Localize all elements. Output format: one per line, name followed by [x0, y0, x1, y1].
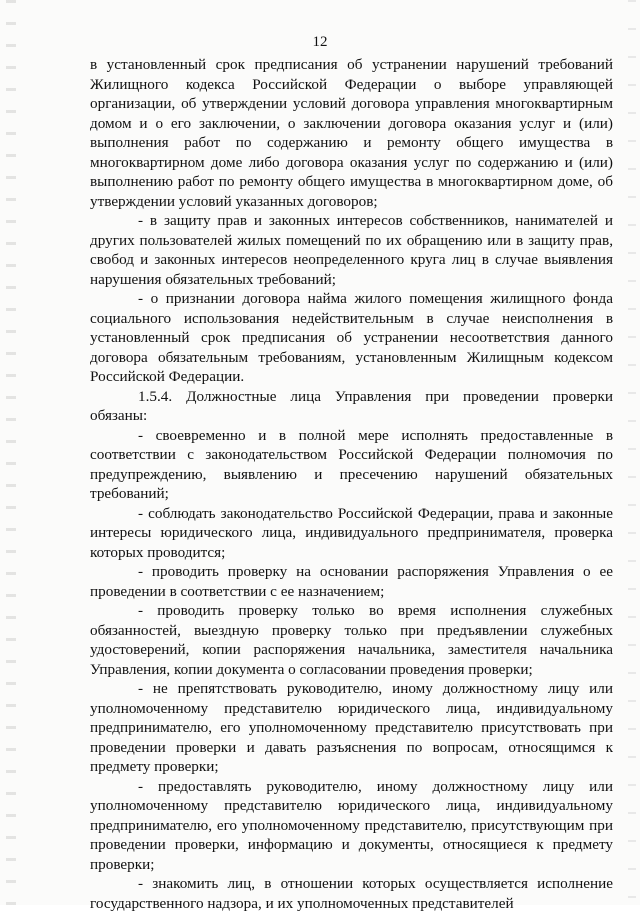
paragraph-invalid-contract: - о признании договора найма жилого помещения жилищного фонда социального использования недействительным в случае неисполнения в установленный срок предписания об устранении несоответствия данного договора обязательным требованиям, установленным Жилищным кодексом Российской Федерации. — [90, 290, 613, 385]
paragraph-duty-order: - проводить проверку на основании распоряжения Управления о ее проведении в соответствии с ее назначением; — [90, 563, 613, 600]
paragraph-duty-familiarize: - знакомить лиц, в отношении которых осуществляется исполнение государственного надзора, и их уполномоченных представителей — [90, 875, 613, 912]
scan-edge-left — [6, 0, 16, 905]
paragraph-duty-comply: - соблюдать законодательство Российской Федерации, права и законные интересы юридического лица, индивидуального предпринимателя, проверка которых проводится; — [90, 504, 613, 561]
page-number: 12 — [312, 34, 328, 50]
paragraph-duty-provide-info: - предоставлять руководителю, иному должностному лицу или уполномоченному представителю юридического лица, индивидуальному предпринимателю, его уполномоченному представителю, присутствующим при проведении проверки, информацию и документы, относящиеся к предмету проверки; — [90, 777, 613, 873]
paragraph-1-5-4-heading: 1.5.4. Должностные лица Управления при проведении проверки обязаны: — [90, 387, 613, 424]
paragraph-continuation: в установленный срок предписания об устранении нарушений требований Жилищного кодекса Российской Федерации о выборе управляющей организации, об утверждении условий договора управления многоквартирным домом и о его заключении, о заключении договора оказания услуг и (или) выполнения работ по содержанию и ремонту общего имущества в многоквартирном доме либо договора оказания услуг по содержанию и (или) выполнению работ по ремонту общего имущества в многоквартирном доме, об утверждении условий указанных договоров; — [90, 56, 613, 210]
paragraph-protection-rights: - в защиту прав и законных интересов собственников, нанимателей и других пользователей жилых помещений по их обращению или в защиту прав, свобод и законных интересов неопределенного круга лиц в случае выявления нарушения обязательных требований; — [90, 212, 613, 288]
paragraph-duty-timely: - своевременно и в полной мере исполнять предоставленные в соответствии с законодательством Российской Федерации полномочия по предупреждению, выявлению и пресечению нарушений обязательных требований; — [90, 426, 613, 502]
scan-edge-right — [628, 0, 636, 905]
paragraph-duty-service-time: - проводить проверку только во время исполнения служебных обязанностей, выездную проверку только при предъявлении служебных удостоверений, копии распоряжения начальника, заместителя начальника Управления, копии документа о согласовании проведения проверки; — [90, 602, 613, 678]
paragraph-duty-not-obstruct: - не препятствовать руководителю, иному должностному лицу или уполномоченному представителю юридического лица, индивидуальному предпринимателю, его уполномоченному представителю присутствовать при проведении проверки и давать разъяснения по вопросам, относящимся к предмету проверки; — [90, 680, 613, 775]
document-body — [90, 55, 613, 913]
